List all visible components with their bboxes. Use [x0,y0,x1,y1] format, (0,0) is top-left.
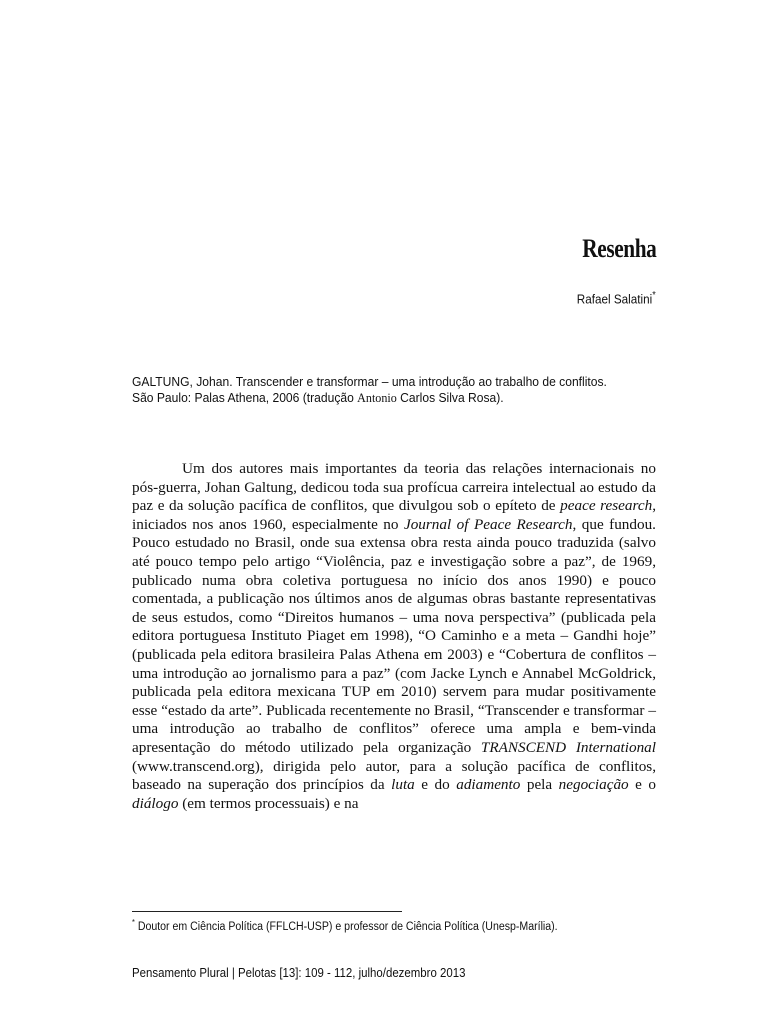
reference-line-2-b: Carlos Silva Rosa). [396,390,504,405]
body-segment: (em termos processuais) e na [178,794,359,812]
reference-line-1: GALTUNG, Johan. Transcender e transformar – uma introdução ao trabalho de conflitos. [132,374,607,389]
body-segment: , iniciados nos anos 1960, especialmente no [132,497,656,533]
section-title: Resenha [581,234,656,263]
footnote [132,918,558,933]
review-body-paragraph [132,460,656,813]
body-segment: e do [414,776,457,794]
body-italic-term: negociação [558,776,629,794]
reference-translator-first-name: Antonio [357,390,397,405]
journal-footer: Pensamento Plural | Pelotas [13]: 109 - 112, julho/dezembro 2013 [132,965,466,980]
author-footnote-mark: * [652,290,656,301]
body-italic-term: luta [391,776,415,794]
body-segment: e o [628,776,656,794]
body-italic-term: peace research [560,497,653,515]
footnote-text: Doutor em Ciência Política (FFLCH-USP) e professor de Ciência Política (Unesp-Marília). [134,920,558,933]
body-italic-term: Journal of Peace Research [403,515,573,533]
footnote-mark: * [132,918,135,927]
body-italic-term: diálogo [132,794,179,812]
reference-line-2-a: São Paulo: Palas Athena, 2006 (tradução [132,390,358,405]
author-name-text: Rafael Salatini [577,291,653,307]
body-segment: pela [520,776,559,794]
author-name [577,290,656,306]
body-italic-term: TRANSCEND International [480,738,656,756]
footnote-divider [132,911,402,912]
reference-line-2 [132,390,634,406]
body-segment: Um dos autores mais importantes da teoria das relações internacionais no pós-guerra, Johan Galtung, dedicou toda sua profícua carreira intelectual ao estudo da paz e da solução pacífica de conflitos, que divulgou sob o epíteto de [132,460,656,515]
body-italic-term: adiamento [456,776,521,794]
book-reference [132,374,634,406]
body-segment: , que fundou. Pouco estudado no Brasil, onde sua extensa obra resta ainda pouco traduzida (salvo até pouco tempo pelo artigo “Violência, paz e investigação sobre a paz”, de 1969, publicado numa obra coletiva portuguesa no início dos anos 1990) e pouco comentada, a publicação nos últimos anos de algumas obras bastante representativas de seus estudos, como “Direitos humanos – uma nova perspectiva” (publicada pela editora portuguesa Instituto Piaget em 1998), “O Caminho e a meta – Gandhi hoje” (publicada pela editora brasileira Palas Athena em 2003) e “Cobertura de conflitos – uma introdução ao jornalismo para a paz” (com Jacke Lynch e Annabel McGoldrick, publicada pela editora mexicana TUP em 2010) servem para mudar positivamente esse “estado da arte”. Publicada recentemente no Brasil, “Transcender e transformar – uma introdução ao trabalho de conflitos” oferece uma ampla e bem-vinda apresentação do método utilizado pela organização [132,515,656,756]
body-segment: (www.transcend.org), dirigida pelo autor, para a solução pacífica de conflitos, baseado na superação dos princípios da [132,757,656,794]
